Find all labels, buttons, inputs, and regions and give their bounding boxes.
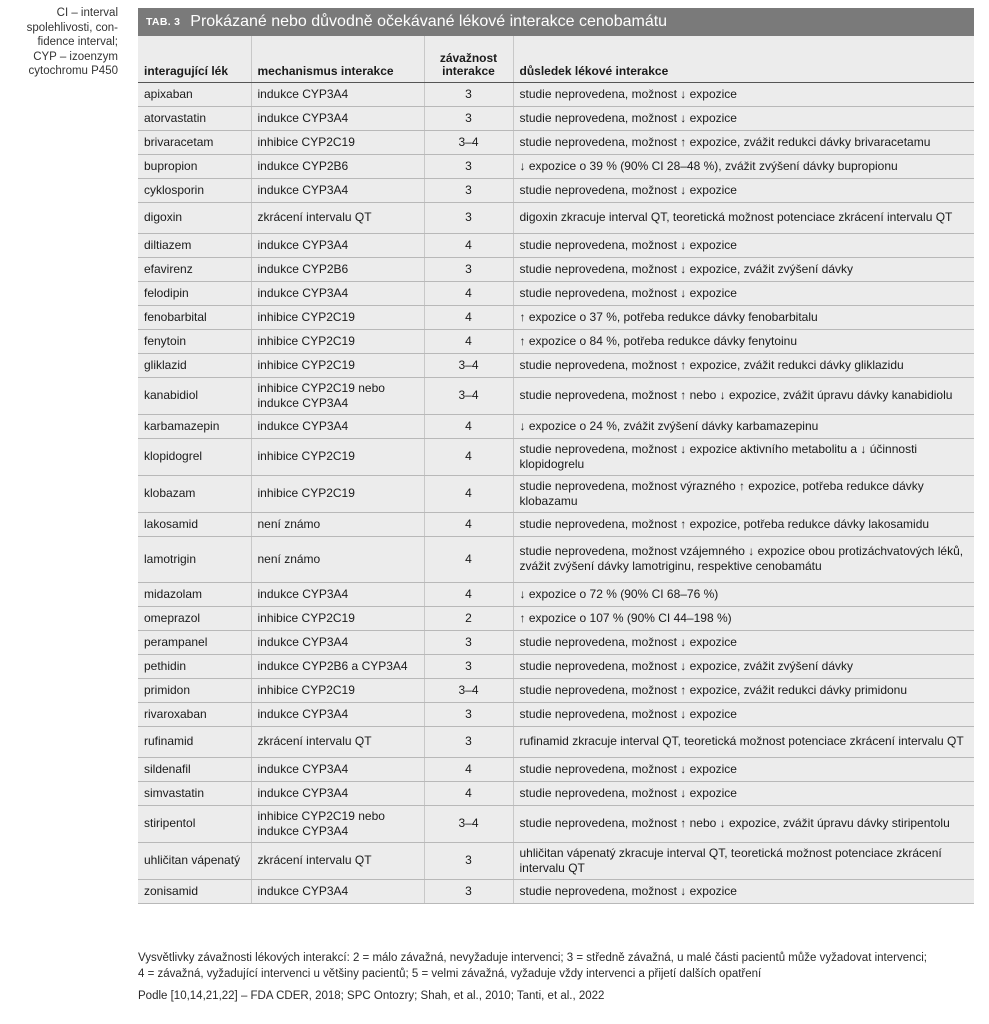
table-row bbox=[138, 842, 974, 879]
cell-consequence: ↑ expozice o 107 % (90% CI 44–198 %) bbox=[513, 606, 974, 630]
cell-consequence: studie neprovedena, možnost ↓ expozice, zvážit zvýšení dávky bbox=[513, 257, 974, 281]
cell-mechanism: zkrácení intervalu QT bbox=[251, 202, 424, 233]
cell-mechanism: zkrácení intervalu QT bbox=[251, 726, 424, 757]
table-row bbox=[138, 678, 974, 702]
cell-mechanism: inhibice CYP2C19 bbox=[251, 475, 424, 512]
table-row bbox=[138, 233, 974, 257]
cell-consequence: studie neprovedena, možnost ↓ expozice bbox=[513, 82, 974, 106]
cell-consequence: ↓ expozice o 72 % (90% CI 68–76 %) bbox=[513, 582, 974, 606]
note-line: CYP – izoenzym bbox=[33, 50, 118, 63]
cell-severity: 3 bbox=[424, 842, 513, 879]
table-row bbox=[138, 353, 974, 377]
cell-drug: midazolam bbox=[138, 582, 251, 606]
cell-severity: 3 bbox=[424, 257, 513, 281]
table-row bbox=[138, 879, 974, 903]
cell-mechanism: indukce CYP3A4 bbox=[251, 781, 424, 805]
cell-consequence: uhličitan vápenatý zkracuje interval QT, teoretická možnost potenciace zkrácení intervalu QT bbox=[513, 842, 974, 879]
cell-drug: fenobarbital bbox=[138, 305, 251, 329]
cell-mechanism: indukce CYP3A4 bbox=[251, 702, 424, 726]
cell-drug: cyklosporin bbox=[138, 178, 251, 202]
table-row bbox=[138, 82, 974, 106]
cell-consequence: studie neprovedena, možnost ↓ expozice bbox=[513, 702, 974, 726]
cell-mechanism: indukce CYP2B6 bbox=[251, 257, 424, 281]
cell-drug: lamotrigin bbox=[138, 536, 251, 582]
cell-mechanism: indukce CYP3A4 bbox=[251, 281, 424, 305]
cell-severity: 4 bbox=[424, 438, 513, 475]
note-line: cytochromu P450 bbox=[28, 65, 118, 77]
cell-severity: 3 bbox=[424, 726, 513, 757]
cell-consequence: studie neprovedena, možnost ↓ expozice bbox=[513, 757, 974, 781]
cell-severity: 3 bbox=[424, 630, 513, 654]
note-line: CI – interval bbox=[56, 7, 118, 19]
cell-severity: 3 bbox=[424, 202, 513, 233]
cell-mechanism: inhibice CYP2C19 bbox=[251, 678, 424, 702]
cell-mechanism: není známo bbox=[251, 512, 424, 536]
cell-consequence: studie neprovedena, možnost ↓ expozice bbox=[513, 178, 974, 202]
interaction-table bbox=[138, 36, 974, 904]
table-title: Prokázané nebo důvodně očekávané lékové interakce cenobamátu bbox=[190, 13, 668, 30]
cell-drug: uhličitan vápenatý bbox=[138, 842, 251, 879]
table-row bbox=[138, 702, 974, 726]
cell-drug: digoxin bbox=[138, 202, 251, 233]
cell-severity: 4 bbox=[424, 329, 513, 353]
cell-mechanism: inhibice CYP2C19 nebo indukce CYP3A4 bbox=[251, 377, 424, 414]
cell-mechanism: indukce CYP3A4 bbox=[251, 82, 424, 106]
cell-severity: 4 bbox=[424, 305, 513, 329]
cell-drug: gliklazid bbox=[138, 353, 251, 377]
cell-drug: apixaban bbox=[138, 82, 251, 106]
cell-severity: 4 bbox=[424, 757, 513, 781]
cell-consequence: studie neprovedena, možnost ↓ expozice aktivního metabolitu a ↓ účinnosti klopidogrelu bbox=[513, 438, 974, 475]
cell-drug: diltiazem bbox=[138, 233, 251, 257]
cell-severity: 3–4 bbox=[424, 678, 513, 702]
cell-severity: 4 bbox=[424, 536, 513, 582]
cell-consequence: ↑ expozice o 84 %, potřeba redukce dávky fenytoinu bbox=[513, 329, 974, 353]
table-footer bbox=[138, 950, 978, 1004]
cell-drug: stiripentol bbox=[138, 805, 251, 842]
table-row bbox=[138, 726, 974, 757]
cell-drug: efavirenz bbox=[138, 257, 251, 281]
cell-consequence: studie neprovedena, možnost ↑ nebo ↓ expozice, zvážit úpravu dávky kanabidiolu bbox=[513, 377, 974, 414]
cell-mechanism: inhibice CYP2C19 bbox=[251, 305, 424, 329]
cell-drug: atorvastatin bbox=[138, 106, 251, 130]
table-row bbox=[138, 154, 974, 178]
cell-mechanism: inhibice CYP2C19 bbox=[251, 606, 424, 630]
cell-consequence: studie neprovedena, možnost ↓ expozice bbox=[513, 630, 974, 654]
header-drug: interagující lék bbox=[138, 36, 251, 82]
table-row bbox=[138, 630, 974, 654]
cell-drug: sildenafil bbox=[138, 757, 251, 781]
cell-drug: klobazam bbox=[138, 475, 251, 512]
cell-drug: pethidin bbox=[138, 654, 251, 678]
cell-consequence: studie neprovedena, možnost ↑ nebo ↓ expozice, zvážit úpravu dávky stiripentolu bbox=[513, 805, 974, 842]
cell-mechanism: indukce CYP3A4 bbox=[251, 757, 424, 781]
cell-severity: 3–4 bbox=[424, 353, 513, 377]
cell-mechanism: inhibice CYP2C19 nebo indukce CYP3A4 bbox=[251, 805, 424, 842]
legend-line-1: Vysvětlivky závažnosti lékových interakcí: 2 = málo závažná, nevyžaduje intervenci; 3 = středně závažná, u malé části pacientů může vyžadovat intervenci; bbox=[138, 952, 927, 964]
cell-severity: 4 bbox=[424, 414, 513, 438]
cell-severity: 3–4 bbox=[424, 805, 513, 842]
cell-severity: 3 bbox=[424, 178, 513, 202]
abbreviations-note bbox=[8, 6, 118, 79]
cell-consequence: studie neprovedena, možnost vzájemného ↓ expozice obou protizáchvatových léků, zvážit zvýšení dávky lamotriginu, respektive cenobamátu bbox=[513, 536, 974, 582]
cell-drug: felodipin bbox=[138, 281, 251, 305]
cell-consequence: studie neprovedena, možnost ↑ expozice, zvážit redukci dávky brivaracetamu bbox=[513, 130, 974, 154]
cell-drug: rufinamid bbox=[138, 726, 251, 757]
cell-mechanism: indukce CYP2B6 bbox=[251, 154, 424, 178]
cell-mechanism: indukce CYP3A4 bbox=[251, 106, 424, 130]
table-row bbox=[138, 305, 974, 329]
cell-mechanism: indukce CYP3A4 bbox=[251, 178, 424, 202]
cell-consequence: studie neprovedena, možnost ↓ expozice bbox=[513, 233, 974, 257]
cell-severity: 4 bbox=[424, 281, 513, 305]
cell-drug: karbamazepin bbox=[138, 414, 251, 438]
header-severity: závažnost interakce bbox=[424, 36, 513, 82]
table-body bbox=[138, 82, 974, 903]
table-header-row bbox=[138, 36, 974, 82]
cell-drug: perampanel bbox=[138, 630, 251, 654]
table-row bbox=[138, 438, 974, 475]
cell-drug: simvastatin bbox=[138, 781, 251, 805]
cell-severity: 3 bbox=[424, 154, 513, 178]
cell-consequence: studie neprovedena, možnost ↑ expozice, potřeba redukce dávky lakosamidu bbox=[513, 512, 974, 536]
cell-consequence: studie neprovedena, možnost ↑ expozice, zvážit redukci dávky gliklazidu bbox=[513, 353, 974, 377]
cell-mechanism: indukce CYP2B6 a CYP3A4 bbox=[251, 654, 424, 678]
table-row bbox=[138, 414, 974, 438]
table-label: TAB. 3 bbox=[146, 16, 181, 28]
source-note: Podle [10,14,21,22] – FDA CDER, 2018; SPC Ontozry; Shah, et al., 2010; Tanti, et al., 2022 bbox=[138, 990, 605, 1002]
cell-severity: 3 bbox=[424, 106, 513, 130]
cell-mechanism: zkrácení intervalu QT bbox=[251, 842, 424, 879]
cell-severity: 3 bbox=[424, 654, 513, 678]
cell-drug: lakosamid bbox=[138, 512, 251, 536]
cell-consequence: studie neprovedena, možnost ↓ expozice bbox=[513, 106, 974, 130]
legend-line-2: 4 = závažná, vyžadující intervenci u většiny pacientů; 5 = velmi závažná, vyžaduje vždy intervenci a přijetí dalších opatření bbox=[138, 968, 762, 980]
cell-drug: rivaroxaban bbox=[138, 702, 251, 726]
table-row bbox=[138, 781, 974, 805]
cell-consequence: digoxin zkracuje interval QT, teoretická možnost potenciace zkrácení intervalu QT bbox=[513, 202, 974, 233]
cell-severity: 4 bbox=[424, 233, 513, 257]
cell-mechanism: indukce CYP3A4 bbox=[251, 233, 424, 257]
cell-mechanism: inhibice CYP2C19 bbox=[251, 438, 424, 475]
table-row bbox=[138, 512, 974, 536]
cell-mechanism: indukce CYP3A4 bbox=[251, 630, 424, 654]
cell-mechanism: indukce CYP3A4 bbox=[251, 414, 424, 438]
table-row bbox=[138, 130, 974, 154]
note-line: fidence interval; bbox=[37, 36, 118, 48]
cell-consequence: studie neprovedena, možnost ↓ expozice, zvážit zvýšení dávky bbox=[513, 654, 974, 678]
note-line: spolehlivosti, con- bbox=[26, 21, 118, 34]
table-row bbox=[138, 606, 974, 630]
cell-severity: 4 bbox=[424, 512, 513, 536]
table-row bbox=[138, 757, 974, 781]
cell-consequence: studie neprovedena, možnost výrazného ↑ expozice, potřeba redukce dávky klobazamu bbox=[513, 475, 974, 512]
table-row bbox=[138, 106, 974, 130]
table-row bbox=[138, 257, 974, 281]
cell-severity: 4 bbox=[424, 781, 513, 805]
header-mechanism: mechanismus interakce bbox=[251, 36, 424, 82]
cell-consequence: studie neprovedena, možnost ↓ expozice bbox=[513, 879, 974, 903]
cell-consequence: studie neprovedena, možnost ↓ expozice bbox=[513, 781, 974, 805]
table-row bbox=[138, 475, 974, 512]
cell-severity: 3 bbox=[424, 879, 513, 903]
table-row bbox=[138, 202, 974, 233]
cell-severity: 3–4 bbox=[424, 130, 513, 154]
cell-mechanism: inhibice CYP2C19 bbox=[251, 329, 424, 353]
cell-consequence: rufinamid zkracuje interval QT, teoretická možnost potenciace zkrácení intervalu QT bbox=[513, 726, 974, 757]
cell-severity: 4 bbox=[424, 475, 513, 512]
cell-severity: 3–4 bbox=[424, 377, 513, 414]
cell-consequence: ↓ expozice o 39 % (90% CI 28–48 %), zvážit zvýšení dávky bupropionu bbox=[513, 154, 974, 178]
table-row bbox=[138, 536, 974, 582]
cell-mechanism: indukce CYP3A4 bbox=[251, 879, 424, 903]
cell-consequence: studie neprovedena, možnost ↑ expozice, zvážit redukci dávky primidonu bbox=[513, 678, 974, 702]
cell-consequence: ↑ expozice o 37 %, potřeba redukce dávky fenobarbitalu bbox=[513, 305, 974, 329]
cell-severity: 3 bbox=[424, 702, 513, 726]
table-title-bar bbox=[138, 8, 974, 36]
cell-drug: omeprazol bbox=[138, 606, 251, 630]
cell-mechanism: inhibice CYP2C19 bbox=[251, 353, 424, 377]
table-row bbox=[138, 178, 974, 202]
cell-drug: fenytoin bbox=[138, 329, 251, 353]
cell-drug: brivaracetam bbox=[138, 130, 251, 154]
cell-drug: kanabidiol bbox=[138, 377, 251, 414]
table-row bbox=[138, 281, 974, 305]
cell-drug: klopidogrel bbox=[138, 438, 251, 475]
cell-drug: zonisamid bbox=[138, 879, 251, 903]
interaction-table-block bbox=[138, 8, 974, 904]
table-row bbox=[138, 654, 974, 678]
cell-drug: bupropion bbox=[138, 154, 251, 178]
cell-consequence: ↓ expozice o 24 %, zvážit zvýšení dávky karbamazepinu bbox=[513, 414, 974, 438]
cell-consequence: studie neprovedena, možnost ↓ expozice bbox=[513, 281, 974, 305]
cell-mechanism: inhibice CYP2C19 bbox=[251, 130, 424, 154]
cell-severity: 4 bbox=[424, 582, 513, 606]
table-row bbox=[138, 377, 974, 414]
cell-mechanism: indukce CYP3A4 bbox=[251, 582, 424, 606]
cell-severity: 2 bbox=[424, 606, 513, 630]
cell-drug: primidon bbox=[138, 678, 251, 702]
header-consequence: důsledek lékové interakce bbox=[513, 36, 974, 82]
table-row bbox=[138, 805, 974, 842]
cell-severity: 3 bbox=[424, 82, 513, 106]
table-row bbox=[138, 582, 974, 606]
cell-mechanism: není známo bbox=[251, 536, 424, 582]
table-row bbox=[138, 329, 974, 353]
